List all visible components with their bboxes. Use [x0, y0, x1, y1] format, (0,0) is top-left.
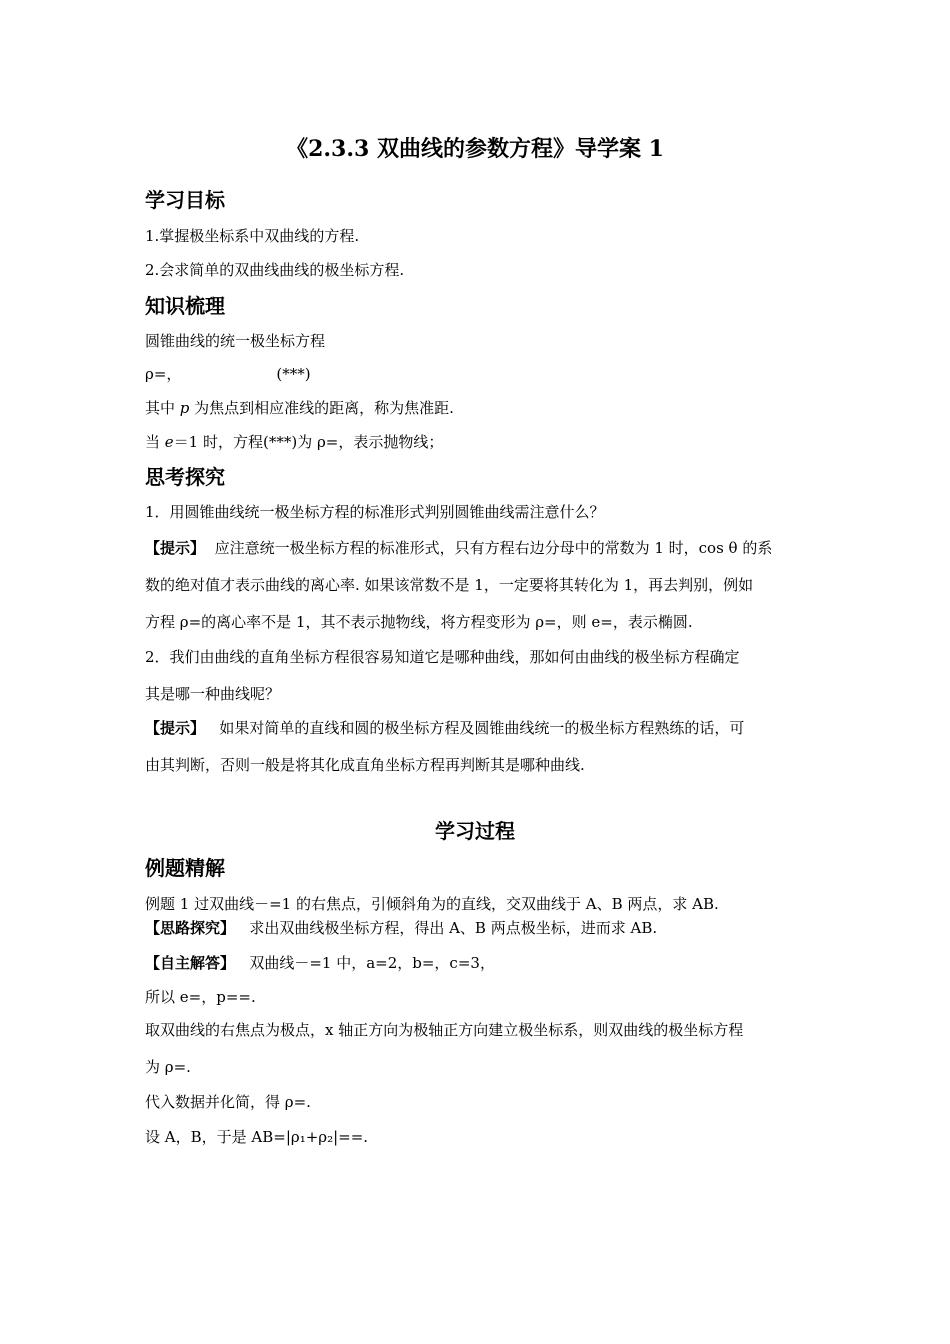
question-1: 1．用圆锥曲线统一极坐标方程的标准形式判别圆锥曲线需注意什么？ — [145, 503, 605, 521]
solve-label: 【自主解答】 — [145, 954, 236, 972]
question-2-line-2: 其是哪一种曲线呢？ — [145, 685, 281, 703]
solution-line-3: 为 ρ=. — [145, 1058, 191, 1076]
hint-label: 【提示】 — [145, 719, 206, 737]
question-2-line-1: 2．我们由曲线的直角坐标方程很容易知道它是哪种曲线，那如何由曲线的极坐标方程确定 — [145, 648, 740, 666]
page-title: 《2.3.3 双曲线的参数方程》导学案 1 — [286, 136, 664, 162]
solution-line-5: 设 A，B，于是 AB=|ρ₁+ρ₂|==. — [145, 1128, 369, 1146]
equation-tag: (***) — [276, 365, 311, 383]
solve-line: 【自主解答】 双曲线－=1 中，a=2，b=，c=3， — [145, 954, 495, 972]
knowledge-e-line: 当 e＝1 时，方程(***)为 ρ=，表示抛物线； — [145, 433, 444, 451]
solution-line-4: 代入数据并化简，得 ρ=. — [145, 1093, 311, 1111]
knowledge-p-line: 其中 p 为焦点到相应准线的距离，称为焦准距. — [145, 399, 454, 417]
answer-2-line-2: 由其判断，否则一般是将其化成直角坐标方程再判断其是哪种曲线. — [145, 756, 585, 774]
idea-line: 【思路探究】 求出双曲线极坐标方程，得出 A、B 两点极坐标，进而求 AB. — [145, 919, 658, 937]
knowledge-rho-line — [145, 364, 810, 384]
section-heading-knowledge: 知识梳理 — [145, 294, 225, 318]
rho-equation: ρ=， — [145, 365, 182, 383]
answer-2-line-1: 【提示】 如果对简单的直线和圆的极坐标方程及圆锥曲线统一的极坐标方程熟练的话，可 — [145, 719, 745, 737]
answer-1-line-2: 数的绝对值才表示曲线的离心率. 如果该常数不是 1，一定要将其转化为 1，再去判别，例如 — [145, 576, 754, 594]
section-heading-process: 学习过程 — [435, 819, 515, 843]
answer-1-line-3: 方程 ρ=的离心率不是 1，其不表示抛物线，将方程变形为 ρ=，则 e=，表示椭圆. — [145, 613, 693, 631]
solution-line-1: 所以 e=，p==. — [145, 988, 256, 1006]
idea-label: 【思路探究】 — [145, 919, 236, 937]
goal-item-2: 2.会求简单的双曲线曲线的极坐标方程. — [145, 261, 405, 279]
goal-item-1: 1.掌握极坐标系中双曲线的方程. — [145, 227, 360, 245]
example-1: 例题 1 过双曲线－=1 的右焦点，引倾斜角为的直线，交双曲线于 A、B 两点，求 AB. — [145, 895, 719, 913]
solution-line-2: 取双曲线的右焦点为极点，x 轴正方向为极轴正方向建立极坐标系，则双曲线的极坐标方程 — [145, 1021, 744, 1039]
answer-1-line-1: 【提示】 应注意统一极坐标方程的标准形式，只有方程右边分母中的常数为 1 时，cos θ 的系 — [145, 539, 773, 557]
knowledge-line-1: 圆锥曲线的统一极坐标方程 — [145, 332, 326, 350]
section-heading-thinking: 思考探究 — [145, 465, 225, 489]
section-heading-goals: 学习目标 — [145, 188, 225, 212]
section-heading-examples: 例题精解 — [145, 856, 225, 880]
hint-label: 【提示】 — [145, 539, 206, 557]
